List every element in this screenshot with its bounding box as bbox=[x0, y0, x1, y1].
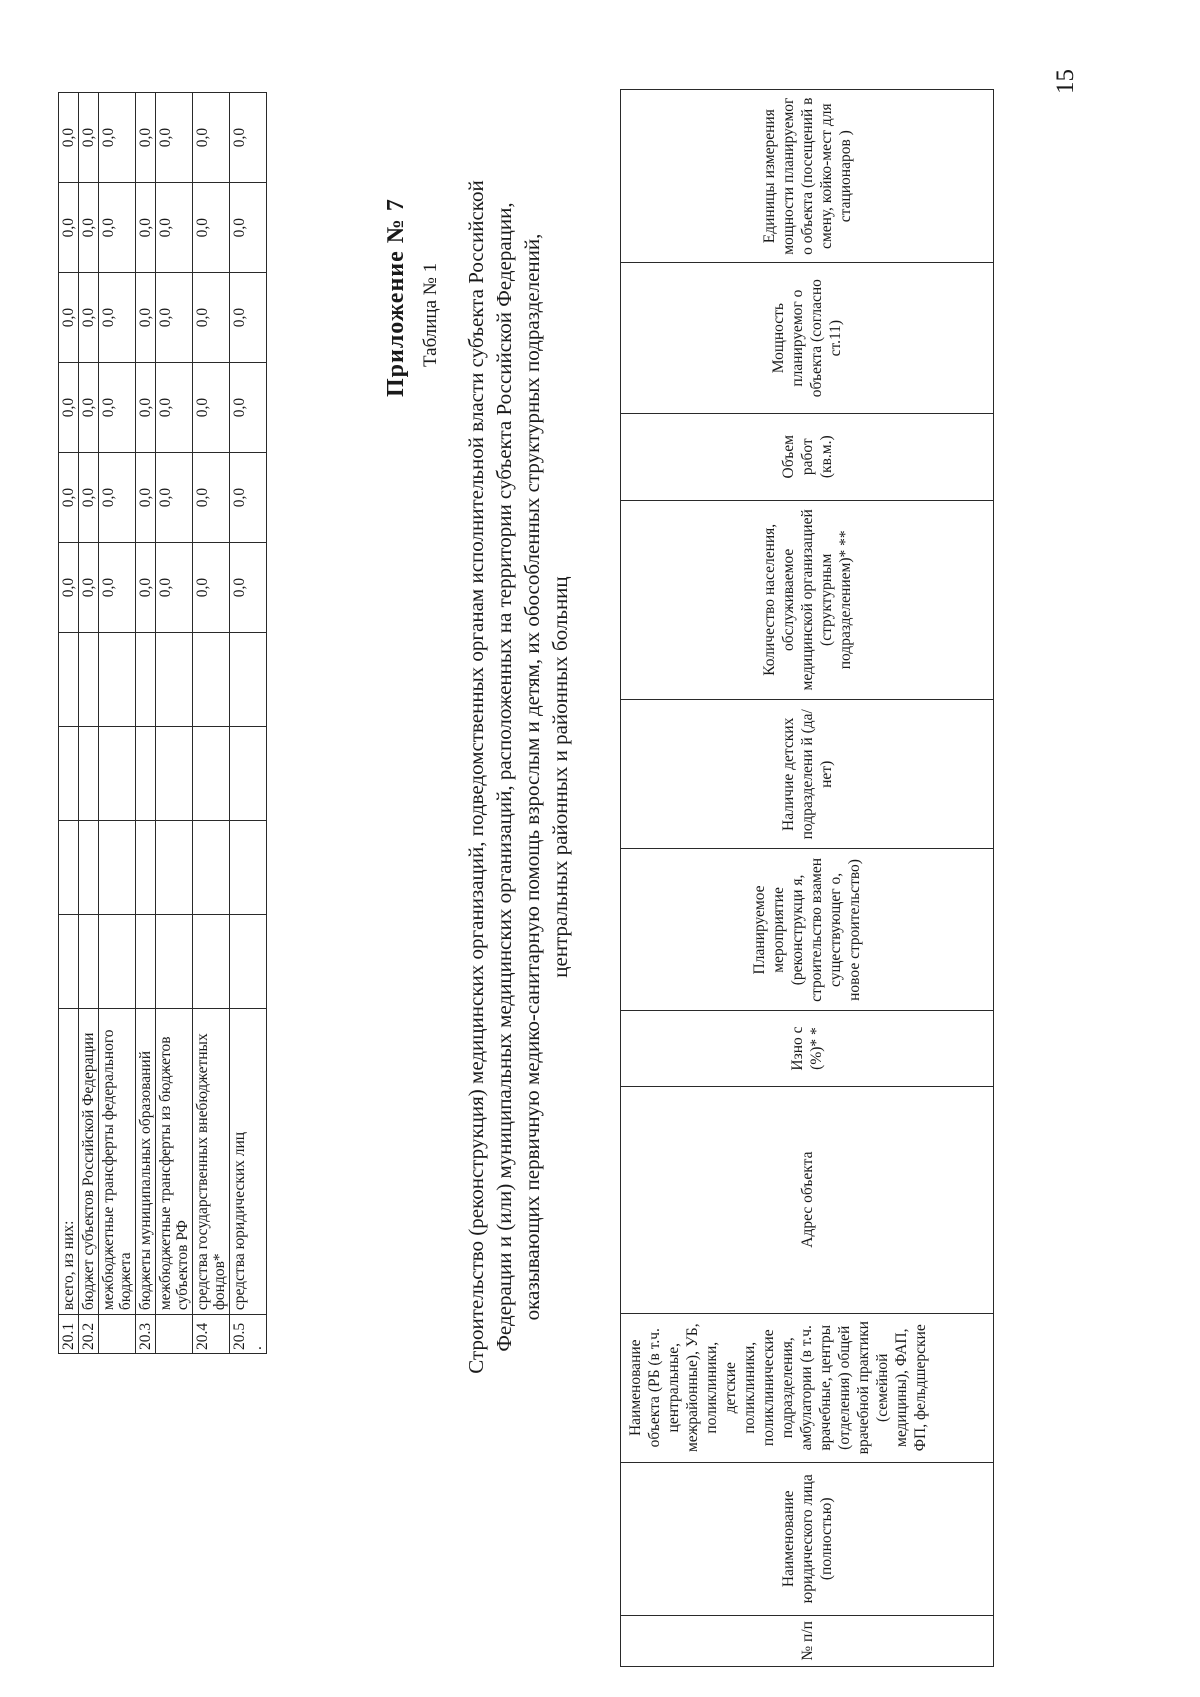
table-cell: 0,0 bbox=[156, 183, 193, 273]
table-cell: 0,0 bbox=[230, 183, 267, 273]
table-cell: 0,0 bbox=[230, 543, 267, 633]
table-cell bbox=[136, 915, 156, 1009]
document-heading: Строительство (реконструкция) медицинских организаций, подведомственных органам исполнительной власти субъекта Российской Федерации и (или) муниципальных медицинских организаций, расположенных на территории субъекта Российской Федерации, оказывающих первичную медико-санитарную помощь взрослым и детям, их обособленных структурных подразделений, центральных районных и районных больниц bbox=[464, 180, 572, 1374]
row-label: межбюджетные трансферты из бюджетов субъектов РФ bbox=[156, 1009, 193, 1315]
column-header: № п/п bbox=[621, 1615, 994, 1666]
table-cell bbox=[59, 633, 79, 727]
table-cell: 0,0 bbox=[193, 93, 230, 183]
column-header: Мощность планируемог о объекта (согласно ст.11) bbox=[621, 263, 994, 414]
row-number: 20.2 bbox=[79, 1315, 99, 1354]
table-cell bbox=[230, 633, 267, 727]
row-number bbox=[99, 1315, 136, 1354]
table-row bbox=[79, 93, 99, 1354]
table-cell bbox=[193, 633, 230, 727]
row-number: 20.5 . bbox=[230, 1315, 267, 1354]
table-cell: 0,0 bbox=[99, 183, 136, 273]
row-label: всего, из них: bbox=[59, 1009, 79, 1315]
table-cell: 0,0 bbox=[99, 93, 136, 183]
table-cell bbox=[193, 727, 230, 821]
table-cell: 0,0 bbox=[59, 273, 79, 363]
row-label: бюджет субъектов Российской Федерации bbox=[79, 1009, 99, 1315]
objects-table bbox=[620, 89, 994, 1667]
table-cell bbox=[156, 821, 193, 915]
page-number: 15 bbox=[1052, 69, 1079, 94]
table-cell: 0,0 bbox=[230, 453, 267, 543]
table-row bbox=[99, 93, 136, 1354]
table-cell: 0,0 bbox=[193, 273, 230, 363]
appendix-title: Приложение № 7 bbox=[383, 198, 409, 397]
table-cell: 0,0 bbox=[156, 363, 193, 453]
row-number: 20.3 bbox=[136, 1315, 156, 1354]
table-cell: 0,0 bbox=[193, 183, 230, 273]
table-cell bbox=[193, 915, 230, 1009]
table-cell bbox=[230, 727, 267, 821]
table-row bbox=[136, 93, 156, 1354]
table-cell: 0,0 bbox=[193, 543, 230, 633]
table-row bbox=[193, 93, 230, 1354]
table-cell: 0,0 bbox=[136, 183, 156, 273]
table-cell bbox=[136, 633, 156, 727]
table-cell: 0,0 bbox=[156, 543, 193, 633]
table-cell bbox=[99, 727, 136, 821]
table-cell bbox=[99, 821, 136, 915]
table-cell: 0,0 bbox=[79, 93, 99, 183]
column-header: Объем работ (кв.м.) bbox=[621, 413, 994, 500]
column-header: Единицы измерения мощности планируемог о объекта (посещений в смену, койко-мест для стационаров ) bbox=[621, 90, 994, 263]
table-cell: 0,0 bbox=[193, 453, 230, 543]
table-cell bbox=[136, 727, 156, 821]
table-cell: 0,0 bbox=[136, 273, 156, 363]
funding-sources-table bbox=[58, 92, 267, 1354]
table-cell bbox=[156, 727, 193, 821]
table-cell: 0,0 bbox=[59, 543, 79, 633]
table-cell: 0,0 bbox=[99, 453, 136, 543]
table-cell: 0,0 bbox=[59, 93, 79, 183]
table-cell bbox=[156, 633, 193, 727]
row-label: средства государственных внебюджетных фондов* bbox=[193, 1009, 230, 1315]
table-row bbox=[230, 93, 267, 1354]
table-cell bbox=[230, 915, 267, 1009]
table-cell: 0,0 bbox=[156, 273, 193, 363]
table-cell bbox=[59, 915, 79, 1009]
table-cell: 0,0 bbox=[79, 273, 99, 363]
row-label: бюджеты муниципальных образований bbox=[136, 1009, 156, 1315]
table-cell: 0,0 bbox=[59, 363, 79, 453]
table-cell: 0,0 bbox=[136, 363, 156, 453]
row-number bbox=[156, 1315, 193, 1354]
table-cell bbox=[230, 821, 267, 915]
table-cell bbox=[59, 821, 79, 915]
table-header-row bbox=[621, 90, 994, 1667]
row-number: 20.1 bbox=[59, 1315, 79, 1354]
column-header: Наименование объекта (РБ (в т.ч. центральные, межрайонные), УБ, поликлиники, детские поликлиники, поликлинические подразделения, амбулатории (в т.ч. врачебные, центры (отделения) общей врачебной практики (семейной медицины), ФАП, ФП, фельдшерские bbox=[621, 1313, 994, 1462]
row-number: 20.4 bbox=[193, 1315, 230, 1354]
table-cell bbox=[79, 633, 99, 727]
column-header: Адрес объекта bbox=[621, 1086, 994, 1313]
table-row bbox=[156, 93, 193, 1354]
table-cell bbox=[99, 915, 136, 1009]
table-cell: 0,0 bbox=[59, 453, 79, 543]
table-cell: 0,0 bbox=[230, 273, 267, 363]
table-cell: 0,0 bbox=[99, 273, 136, 363]
row-label: средства юридических лиц bbox=[230, 1009, 267, 1315]
table-cell: 0,0 bbox=[99, 543, 136, 633]
table-cell: 0,0 bbox=[136, 93, 156, 183]
table-label: Таблица № 1 bbox=[420, 262, 441, 367]
table-cell bbox=[136, 821, 156, 915]
table-cell bbox=[79, 915, 99, 1009]
table-cell: 0,0 bbox=[156, 453, 193, 543]
table-cell: 0,0 bbox=[136, 453, 156, 543]
table-cell bbox=[79, 727, 99, 821]
table-cell: 0,0 bbox=[79, 183, 99, 273]
table-cell: 0,0 bbox=[156, 93, 193, 183]
table-cell: 0,0 bbox=[79, 453, 99, 543]
column-header: Наличие детских подразделени й (да/нет) bbox=[621, 700, 994, 849]
table-cell: 0,0 bbox=[193, 363, 230, 453]
table-cell bbox=[59, 727, 79, 821]
column-header: Количество населения, обслуживаемое медицинской организацией (структурным подразделением)* ** bbox=[621, 500, 994, 700]
funding-table-body bbox=[59, 93, 267, 1354]
column-header: Изно с (%)* * bbox=[621, 1011, 994, 1086]
table-cell bbox=[156, 915, 193, 1009]
table-cell: 0,0 bbox=[79, 543, 99, 633]
table-cell: 0,0 bbox=[230, 363, 267, 453]
table-cell: 0,0 bbox=[230, 93, 267, 183]
table-cell bbox=[79, 821, 99, 915]
table-cell bbox=[193, 821, 230, 915]
table-cell: 0,0 bbox=[99, 363, 136, 453]
table-cell bbox=[99, 633, 136, 727]
table-cell: 0,0 bbox=[79, 363, 99, 453]
row-label: межбюджетные трансферты федерального бюджета bbox=[99, 1009, 136, 1315]
column-header: Наименование юридического лица (полностью) bbox=[621, 1462, 994, 1615]
table-cell: 0,0 bbox=[59, 183, 79, 273]
table-cell: 0,0 bbox=[136, 543, 156, 633]
table-row bbox=[59, 93, 79, 1354]
column-header: Планируемое мероприятие (реконструкци я, строительство взамен существующег о, новое строительство) bbox=[621, 849, 994, 1011]
